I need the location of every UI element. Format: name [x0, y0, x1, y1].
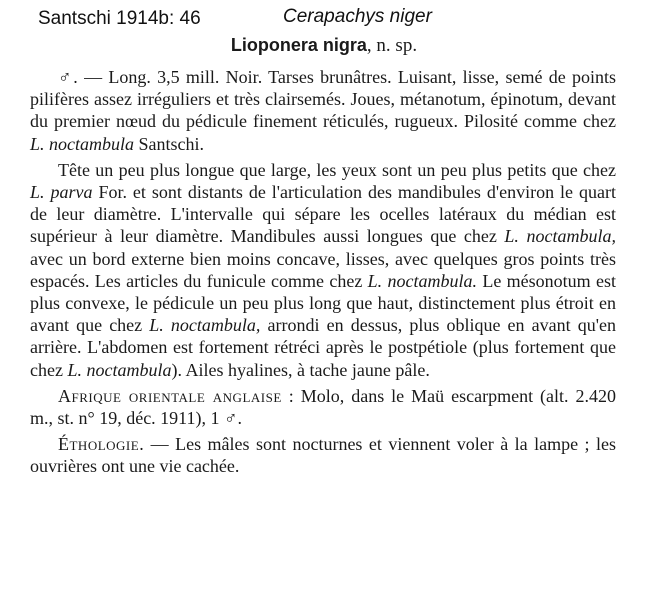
italic-taxon: L. parva	[30, 182, 93, 203]
text-run: Santschi.	[134, 133, 205, 154]
italic-taxon: L. noctambula,	[149, 315, 261, 336]
citation-label: Santschi 1914b: 46	[38, 8, 201, 29]
italic-taxon: L. noctambula,	[504, 226, 616, 247]
paragraph-locality	[30, 385, 616, 429]
text-run: Le mésonotum est plus convexe, le pédicule un peu plus long que haut, distinctement plus étroit en avant que chez	[30, 270, 616, 336]
text-run: Tête un peu plus longue que large, les yeux sont un peu plus petits que chez	[58, 159, 616, 180]
text-run: avec un bord externe bien moins concave, lisses, avec quelques gros points très espacés. Les articles du funicule comme chez	[30, 248, 616, 291]
text-run: For. et sont distants de l'articulation des mandibules d'environ le quart de leur diamètre. L'intervalle qui sépare les ocelles latéraux du médian est supérieur à leur diamètre. Mandibules aussi longues que chez	[30, 182, 616, 247]
paragraph-head-description	[30, 159, 616, 381]
ethology-caps: Éthologie.	[58, 434, 145, 455]
description-text	[30, 66, 616, 482]
text-run: — Les mâles sont nocturnes et viennent voler à la lampe ; les ouvrières ont une vie cachée.	[30, 434, 616, 477]
text-run: ). Ailes hyalines, à tache jaune pâle.	[171, 359, 430, 380]
italic-taxon: L. noctambula	[30, 133, 135, 154]
species-name: Lioponera nigra	[230, 35, 367, 55]
text-run: : Molo, dans le Maü escarpment (alt. 2.420 m., st. n° 19, déc. 1911), 1 ♂.	[30, 385, 616, 429]
italic-taxon: L. noctambula.	[367, 270, 478, 291]
species-suffix: , n. sp.	[366, 35, 418, 56]
text-run: ♂. — Long. 3,5 mill. Noir. Tarses brunâtres. Luisant, lisse, semé de points pilifères assez irréguliers et très clairsemés. Joues, métanotum, épinotum, devant du premier nœud du pédicule finement réticulés, rugueux. Pilosité comme chez	[30, 67, 616, 132]
locality-caps: Afrique orientale anglaise	[58, 385, 282, 406]
paragraph-ethology	[30, 433, 616, 477]
paragraph-male-description	[30, 66, 616, 155]
species-label: Cerapachys niger	[283, 6, 432, 27]
italic-taxon: L. noctambula	[67, 359, 172, 380]
text-run: arrondi en dessus, plus oblique en avant qu'en arrière. L'abdomen est fortement rétréci après le postpétiole (plus fortement que chez	[30, 315, 616, 380]
species-heading	[0, 35, 648, 57]
